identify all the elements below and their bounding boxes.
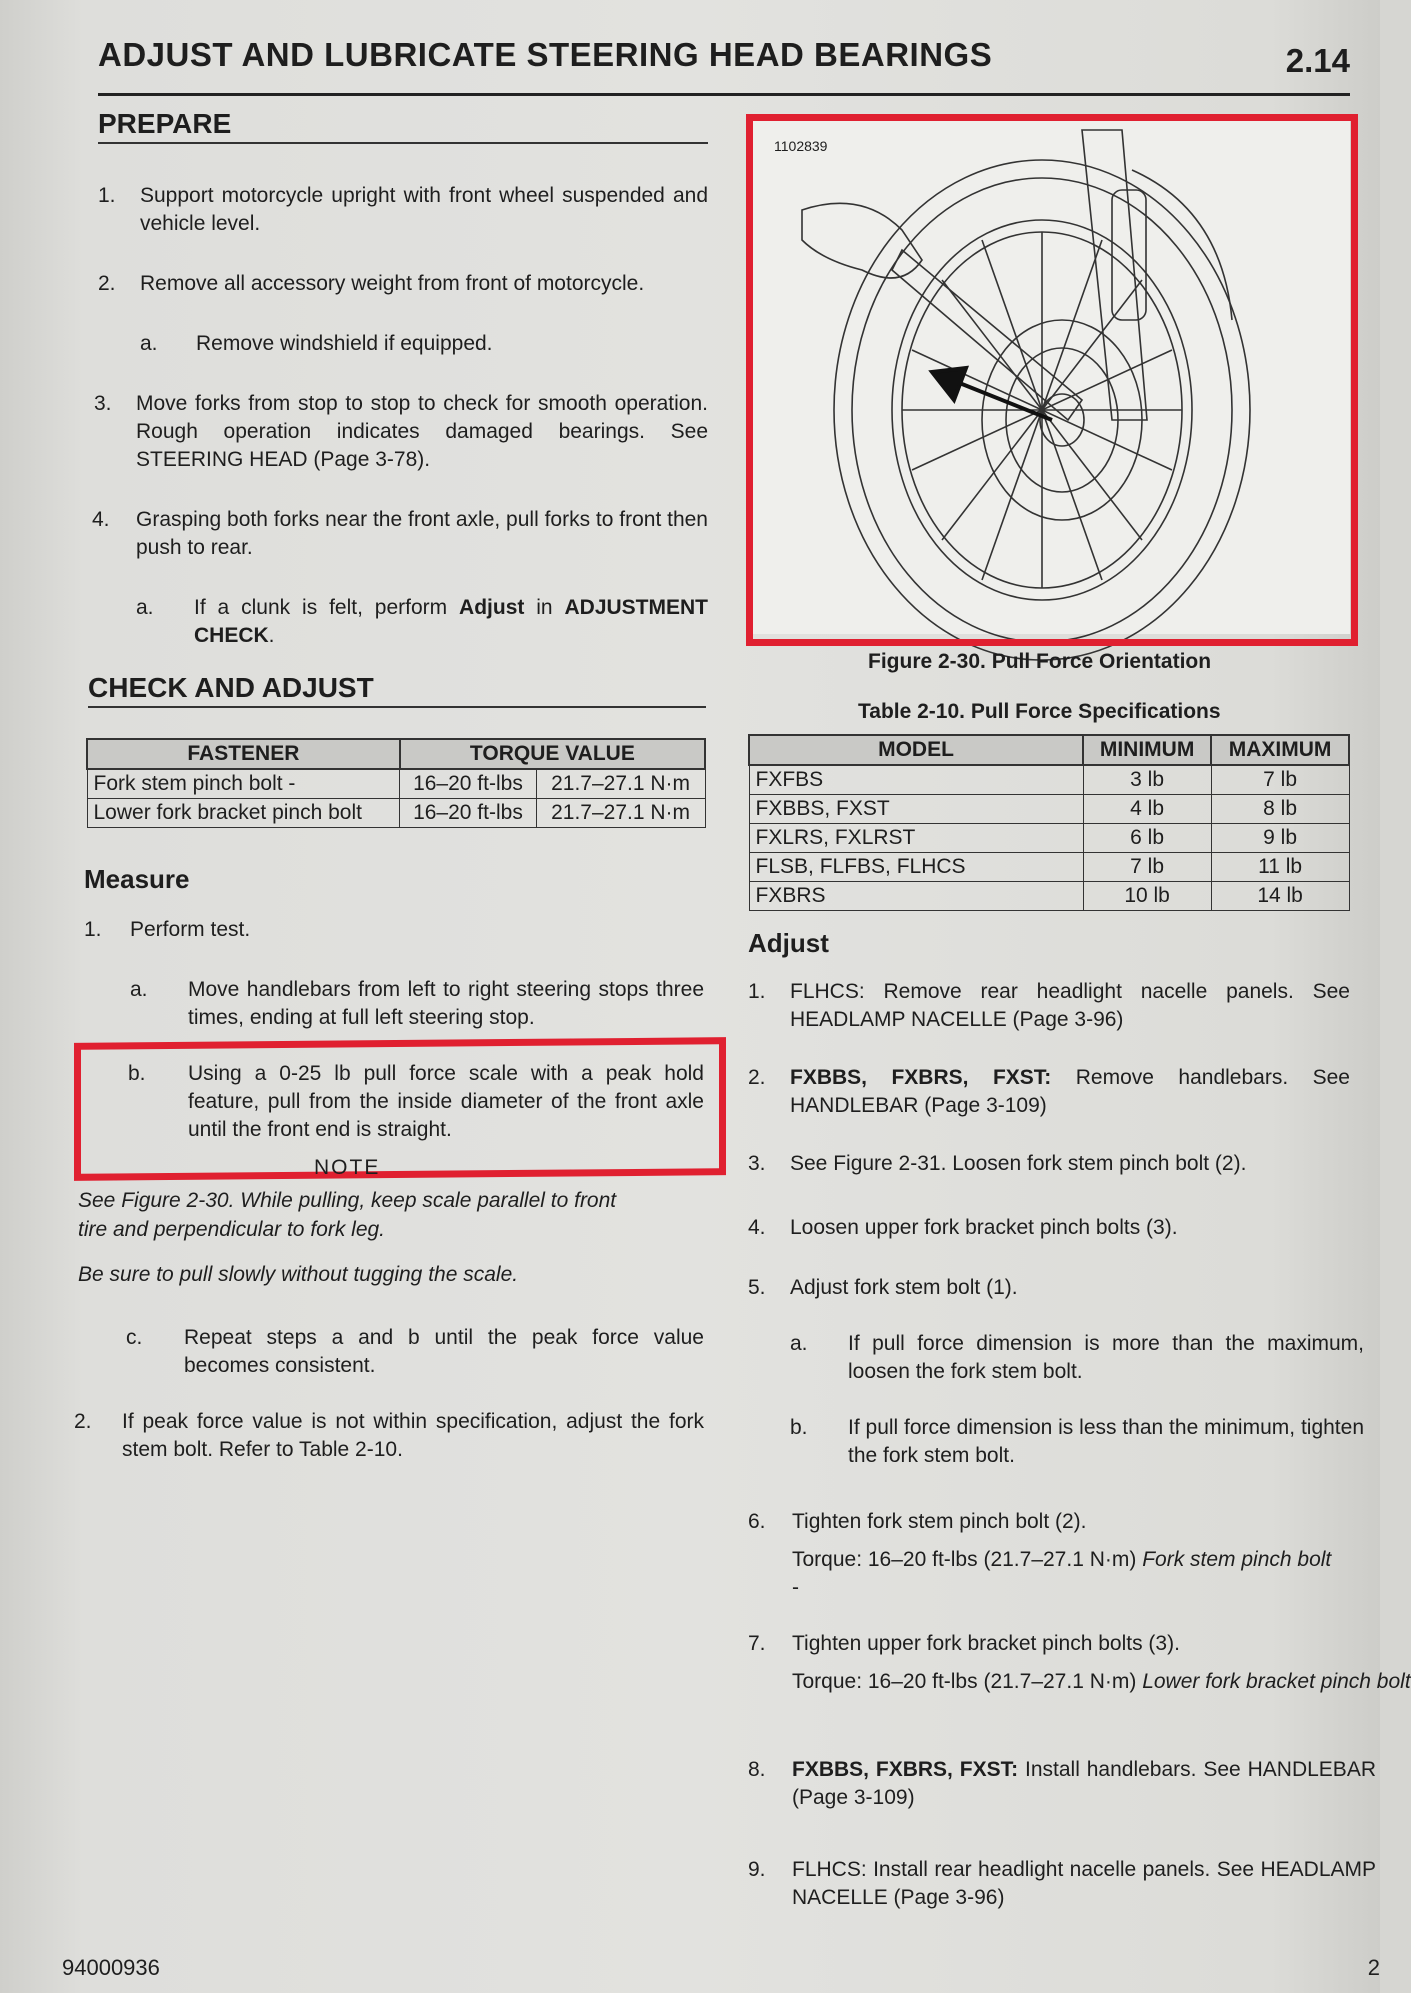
prepare-step-2: 2. Remove all accessory weight from front of motorcycle. [98,272,645,295]
adjust-step-5: 5. Adjust fork stem bolt (1). [748,1276,1018,1299]
table-row: FLSB, FLFBS, FLHCS 7 lb 11 lb [749,853,1349,882]
prepare-step-4a: a. If a clunk is felt, perform Adjust in ADJUSTMENT CHECK. [136,596,709,647]
section-number: 2.14 [1285,42,1350,79]
prepare-heading: PREPARE [98,108,708,144]
header-divider [98,93,1350,96]
table-row: FXBRS 10 lb 14 lb [749,882,1349,911]
adjust-step-6: 6. Tighten fork stem pinch bolt (2). Torque: 16–20 ft-lbs (21.7–27.1 N·m) Fork stem pinch bolt - [748,1510,1332,1599]
prepare-step-4: 4. Grasping both forks near the front axle, pull forks to front then push to rear. [92,508,708,559]
adjust-heading: Adjust [748,928,829,958]
adjust-step-5b: b. If pull force dimension is less than the minimum, tighten the fork stem bolt. [790,1416,1364,1467]
highlight-box-step-b [74,1037,726,1181]
measure-heading: Measure [84,864,190,894]
pull-force-table [748,734,1350,911]
adjust-step-1: 1. FLHCS: Remove rear headlight nacelle panels. See HEADLAMP NACELLE (Page 3-96) [748,980,1350,1031]
note-text-1: See Figure 2-30. While pulling, keep scale parallel to front tire and perpendicular to fork leg. [78,1189,617,1241]
prepare-step-3: 3. Move forks from stop to stop to check for smooth operation. Rough operation indicates damaged bearings. See STEERING HEAD (Page 3-78). [94,392,708,471]
measure-step-1: 1. Perform test. [84,918,251,941]
highlight-box-figure [746,114,1358,646]
check-adjust-heading: CHECK AND ADJUST [88,672,706,708]
torque-table-header-fastener: FASTENER [87,739,400,769]
adjust-step-2: 2. FXBBS, FXBRS, FXST: Remove handlebars. See HANDLEBAR (Page 3-109) [748,1066,1350,1117]
adjust-step-5a: a. If pull force dimension is more than the maximum, loosen the fork stem bolt. [790,1332,1364,1383]
figure-id: 1102839 [774,138,828,154]
measure-step-b: b. Using a 0-25 lb pull force scale with a peak hold feature, pull from the inside diameter of the front axle until the front end is straight. [128,1062,704,1141]
note-text-2: Be sure to pull slowly without tugging the scale. [78,1263,519,1286]
table-caption: Table 2-10. Pull Force Specifications [858,700,1221,723]
table-row: FXFBS 3 lb 7 lb [749,765,1349,795]
measure-step-2: 2. If peak force value is not within specification, adjust the fork stem bolt. Refer to Table 2-10. [74,1410,704,1461]
measure-step-a: a. Move handlebars from left to right steering stops three times, ending at full left steering stop. [130,978,704,1029]
torque-table [86,738,706,828]
document-number: 94000936 [62,1955,160,1980]
note-title: NOTE [314,1156,381,1179]
adjust-step-9: 9. FLHCS: Install rear headlight nacelle panels. See HEADLAMP NACELLE (Page 3-96) [748,1858,1376,1909]
spec-header-minimum: MINIMUM [1083,735,1211,765]
adjust-step-3: 3. See Figure 2-31. Loosen fork stem pinch bolt (2). [748,1152,1247,1175]
spec-header-model: MODEL [749,735,1083,765]
prepare-step-2a: a. Remove windshield if equipped. [140,332,493,355]
spec-header-maximum: MAXIMUM [1211,735,1349,765]
adjust-step-7: 7. Tighten upper fork bracket pinch bolts (3). Torque: 16–20 ft-lbs (21.7–27.1 N·m) Lower fork bracket pinch bolt [748,1632,1411,1693]
adjust-step-4: 4. Loosen upper fork bracket pinch bolts (3). [748,1216,1178,1239]
page-title: ADJUST AND LUBRICATE STEERING HEAD BEARINGS [98,36,993,73]
measure-step-c: c. Repeat steps a and b until the peak force value becomes consistent. [126,1326,704,1377]
torque-table-header-value: TORQUE VALUE [400,739,705,769]
figure-caption: Figure 2-30. Pull Force Orientation [868,650,1212,673]
page-number: 2 [1367,1955,1380,1980]
table-row: FXLRS, FXLRST 6 lb 9 lb [749,824,1349,853]
adjust-step-8: 8. FXBBS, FXBRS, FXST: Install handlebars. See HANDLEBAR (Page 3-109) [748,1758,1376,1809]
prepare-step-1: 1. Support motorcycle upright with front wheel suspended and vehicle level. [98,184,708,235]
table-row: FXBBS, FXST 4 lb 8 lb [749,795,1349,824]
table-row: Fork stem pinch bolt - 16–20 ft-lbs 21.7–27.1 N·m [87,769,705,799]
table-row: Lower fork bracket pinch bolt 16–20 ft-lbs 21.7–27.1 N·m [87,799,705,828]
